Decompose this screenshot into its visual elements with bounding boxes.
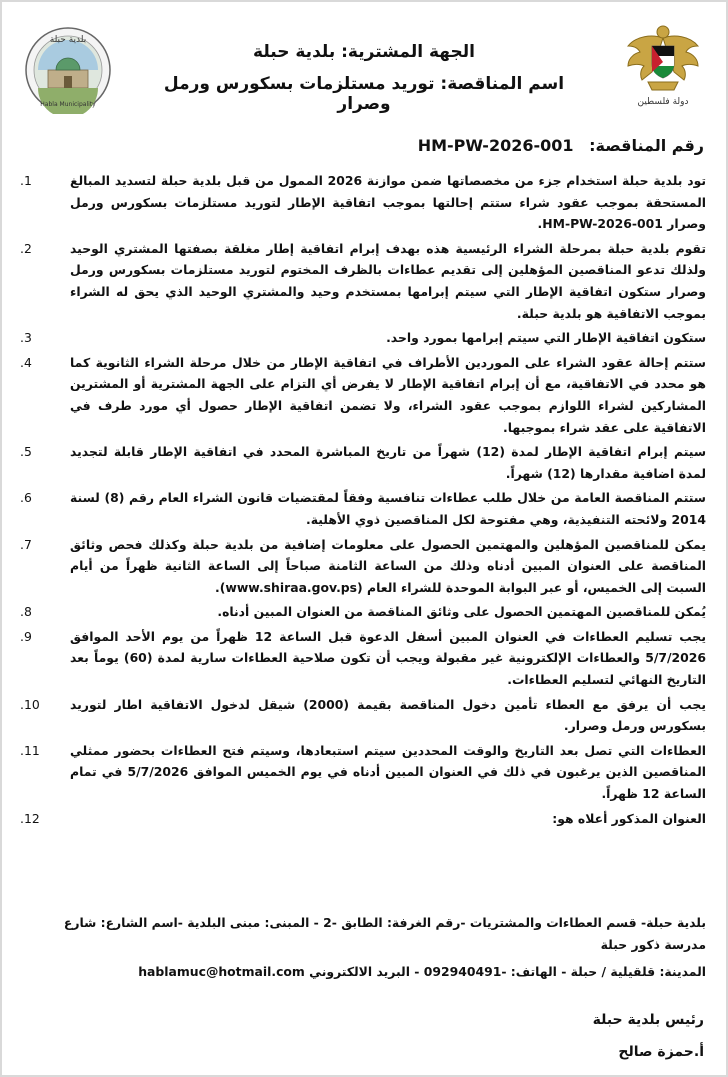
signature-title: رئيس بلدية حبلة	[592, 1012, 704, 1028]
list-item-text: ستكون اتفاقية الإطار التي سيتم إبرامها بمورد واحد.	[386, 330, 706, 346]
list-item-text: تقوم بلدية حبلة بمرحلة الشراء الرئيسية هذه بهدف إبرام اتفاقية إطار مغلقة بصفتها المشتري الوحيد ولذلك تدعو المناقصين المؤهلين إلى تقديم عطاءات بالظرف المختوم لتوريد مستلزمات بسكورس ورمل وصرار ستكون اتفاقية الإطار التي سيتم إبرامها بمستخدم وحيد والمشتري الوحيد الذي يحق له الشراء بموجب الاتفاقية هو بلدية حبلة.	[70, 240, 706, 321]
list-item-number: .5	[20, 444, 32, 460]
svg-text:دولة فلسطين: دولة فلسطين	[637, 97, 689, 107]
buyer-line: الجهة المشترية: بلدية حبلة	[253, 42, 475, 62]
list-item	[20, 740, 706, 805]
palestine-emblem-icon	[622, 20, 704, 112]
list-item-number: .2	[20, 240, 32, 256]
tender-number	[24, 136, 704, 155]
list-item-text: ستتم إحالة عقود الشراء على الموردين الأطراف في اتفاقية الإطار من خلال مرحلة الشراء الثانوية كما هو محدد في الاتفاقية، مع أن إبرام اتفاقية الإطار لا يفرض أي التزام على الجهة المشترية أو المشترين المشاركين لشراء اللوازم بموجب عقود الشراء، ولا تضمن اتفاقية الإطار حصول أي مورد طرف في الاتفاقية على عقد شراء بموجبها.	[70, 354, 706, 435]
list-item	[20, 808, 706, 830]
list-item	[20, 441, 706, 484]
list-item	[20, 694, 706, 737]
list-item-number: .8	[20, 604, 32, 620]
list-item	[20, 238, 706, 324]
list-item	[20, 601, 706, 623]
list-item	[20, 487, 706, 530]
tender-number-code: HM-PW-2026-001	[417, 136, 574, 155]
list-item-number: .11	[20, 742, 40, 758]
list-item-number: .3	[20, 330, 32, 346]
list-item-text: ستتم المناقصة العامة من خلال طلب عطاءات تنافسية وفقاً لمقتضيات قانون الشراء العام رقم (8) لسنة 2014 ولائحته التنفيذية، وهي مفتوحة لكل المناقصين ذوي الأهلية.	[70, 490, 706, 527]
list-item-text: يجب أن يرفق مع العطاء تأمين دخول المناقصة بقيمة (2000) شيقل لدخول الاتفاقية اطار لتوريد بسكورس ورمل وصرار.	[70, 696, 707, 734]
municipality-logo-icon	[24, 26, 112, 114]
list-item-number: .6	[20, 490, 32, 506]
list-item-number: .12	[20, 810, 40, 826]
svg-text:بلدية حبلة: بلدية حبلة	[49, 35, 87, 45]
address-block	[20, 912, 706, 983]
tender-items-list	[20, 170, 706, 832]
list-item-text: سيتم إبرام اتفاقية الإطار لمدة (12) شهراً من تاريخ المباشرة المحدد في اتفاقية الإطار قابلة لتجديد لمدة اضافية مقدارها (12) شهراً.	[70, 444, 707, 481]
address-line-1: بلدية حبلة- قسم العطاءات والمشتريات -رقم الغرفة: الطابق -2 - المبنى: مبنى البلدية -اسم الشارع: شارع مدرسة ذكور حبلة	[63, 915, 706, 952]
list-item-number: .4	[20, 354, 32, 370]
list-item-number: .10	[20, 696, 40, 712]
list-item-text: يمكن للمناقصين المؤهلين والمهتمين الحصول على معلومات إضافية من بلدية حبلة وكذلك فحص وثائق المناقصة على العنوان المبين أدناه وذلك من الساعة الثامنة صباحاً إلى الساعة الثانية ظهراً من أيام السبت إلى الخميس، أو عبر البوابة الموحدة للشراء العام (www.shiraa.gov.ps).	[70, 536, 706, 595]
tender-number-label: رقم المناقصة:	[589, 136, 704, 155]
address-line-2: المدينة: قلقيلية / حبلة - الهاتف: -092940491 - البريد الالكتروني hablamuc@hotmail.com	[138, 964, 706, 980]
list-item-number: .7	[20, 536, 32, 552]
list-item	[20, 534, 706, 599]
list-item-text: يُمكن للمناقصين المهتمين الحصول على وثائق المناقصة من العنوان المبين أدناه.	[217, 604, 706, 620]
header	[24, 20, 704, 120]
header-titles	[144, 42, 584, 114]
list-item	[20, 327, 706, 349]
list-item-text: العطاءات التي تصل بعد التاريخ والوقت المحددين سيتم استبعادها، وسيتم فتح العطاءات بحضور ممثلي المناقصين الذين يرغبون في ذلك في العنوان المبين أدناه في يوم الخميس الموافق 5/7/2026 في تمام الساعة 12 ظهراً.	[70, 742, 706, 802]
list-item-text: تود بلدية حبلة استخدام جزء من مخصصاتها ضمن موازنة 2026 الممول من قبل بلدية حبلة لتسديد المبالغ المستحقة بموجب عقود شراء ستتم إحالتها بموجب اتفاقية الإطار لتوريد مستلزمات بسكورس ورمل وصرار HM-PW-2026-001.	[70, 173, 706, 232]
list-item-text: العنوان المذكور أعلاه هو:	[552, 810, 706, 826]
signature-name: أ.حمزة صالح	[618, 1044, 704, 1060]
list-item-number: .1	[20, 173, 32, 188]
list-item	[20, 626, 706, 691]
list-item-number: .9	[20, 628, 32, 644]
tender-name-line: اسم المناقصة: توريد مستلزمات بسكورس ورمل وصرار	[163, 74, 565, 114]
svg-text:Habla Municipality: Habla Municipality	[40, 101, 96, 108]
list-item	[20, 170, 706, 235]
list-item-text: يجب تسليم العطاءات في العنوان المبين أسفل الدعوة قبل الساعة 12 ظهراً من يوم الأحد الموافق 5/7/2026 والعطاءات الإلكترونية غير مقبولة ويجب أن تكون صلاحية العطاءات سارية لمدة (60) يوماً بعد التاريخ النهائي لتسليم العطاءات.	[70, 628, 706, 688]
list-item	[20, 352, 706, 438]
